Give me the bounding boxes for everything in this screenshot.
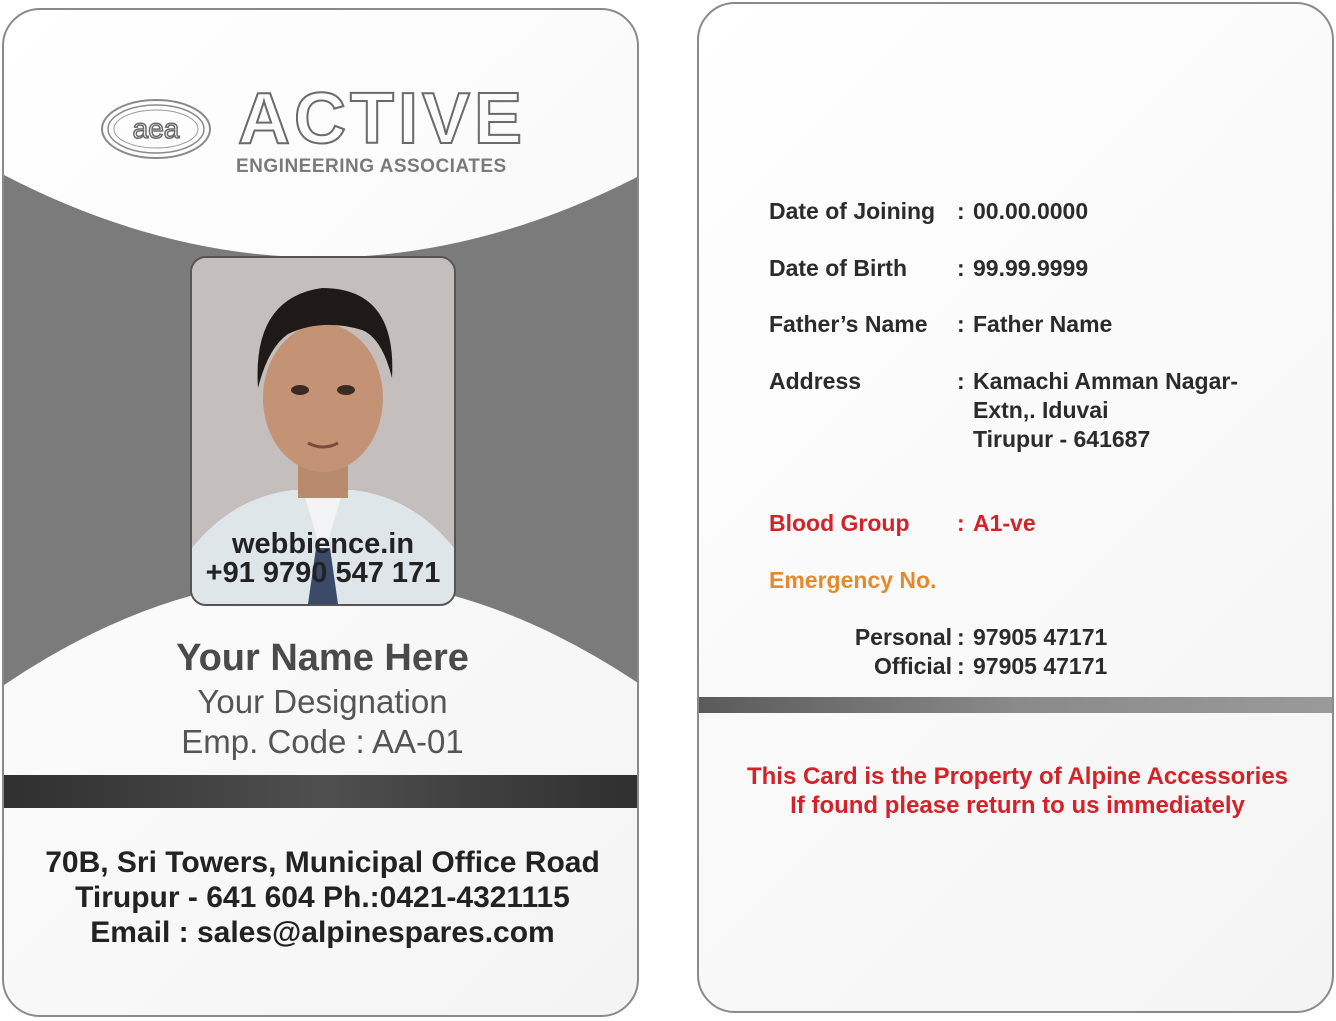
employee-name: Your Name Here [176, 637, 469, 679]
address-line-1: Kamachi Amman Nagar- [973, 368, 1239, 394]
address-line-2: Extn,. Iduvai [973, 397, 1109, 423]
back-divider-bar [699, 697, 1334, 713]
field-value: Father Name [973, 311, 1113, 337]
property-notice-line-2: If found please return to us immediately [790, 792, 1245, 819]
employee-photo [190, 256, 456, 606]
field-value: A1-ve [973, 510, 1036, 536]
field-value: 99.99.9999 [973, 255, 1089, 281]
id-card-front [2, 8, 639, 1017]
field-label: Date of Birth [769, 255, 907, 281]
company-address-line-1: 70B, Sri Towers, Municipal Office Road [45, 846, 600, 879]
front-divider-bar [4, 775, 639, 808]
aea-logo-icon [100, 98, 212, 160]
photo-overlay-website: webbience.in [231, 528, 415, 560]
company-email-line: Email : sales@alpinespares.com [90, 916, 555, 949]
field-label: Address [769, 368, 862, 394]
field-label: Father’s Name [769, 311, 928, 337]
employee-code: Emp. Code : AA-01 [181, 723, 464, 760]
address-line-3: Tirupur - 641687 [973, 426, 1151, 452]
field-value: 00.00.0000 [973, 198, 1089, 224]
field-colon: : [957, 255, 965, 281]
photo-overlay-phone: +91 9790 547 171 [205, 557, 441, 589]
field-colon: : [957, 653, 965, 679]
field-label: Date of Joining [769, 198, 936, 224]
emergency-title: Emergency No. [769, 567, 937, 593]
logo-wordmark: ACTIVE [238, 79, 527, 159]
field-colon: : [957, 368, 965, 394]
property-notice-line-1: This Card is the Property of Alpine Accessories [746, 763, 1289, 790]
logo-emblem-text: aea [132, 113, 180, 144]
field-value: 97905 47171 [973, 624, 1108, 650]
field-label: Blood Group [769, 510, 910, 536]
employee-designation: Your Designation [197, 683, 448, 720]
field-colon: : [957, 510, 965, 536]
company-address-line-2: Tirupur - 641 604 Ph.:0421-4321115 [75, 881, 570, 914]
field-label: Personal [854, 624, 952, 650]
field-colon: : [957, 198, 965, 224]
logo-subtitle: ENGINEERING ASSOCIATES [236, 156, 507, 177]
field-value: 97905 47171 [973, 653, 1108, 679]
field-label: Official [874, 653, 952, 679]
field-colon: : [957, 624, 965, 650]
id-card-back [697, 2, 1334, 1013]
field-colon: : [957, 311, 965, 337]
